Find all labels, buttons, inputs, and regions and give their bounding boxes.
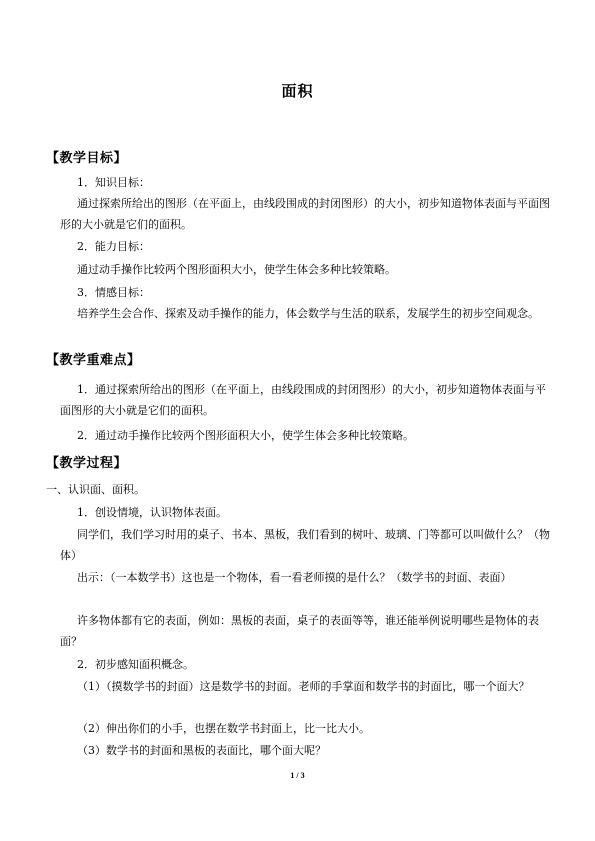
process-paragraph-2: 出示：（一本数学书）这也是一个物体，看一看老师摸的是什么？（数学书的封面、表面）: [77, 571, 512, 584]
section-heading-key-points: 【教学重难点】: [46, 353, 141, 368]
goal-3-heading: 3．情感目标：: [77, 286, 150, 299]
process-paragraph-3: 许多物体都有它的表面，例如：黑板的表面，桌子的表面等等，谁还能举例说明哪些是物体的表面？: [60, 614, 539, 648]
goal-2-body: 通过动手操作比较两个图形面积大小，使学生体会多种比较策略。: [77, 263, 396, 276]
process-step-2: 2．初步感知面积概念。: [77, 658, 194, 671]
process-sub-1: （1）（摸数学书的封面）这是数学书的封面。老师的手掌面和数学书的封面比，哪一个面大？: [77, 680, 530, 693]
process-part-1: 一、认识面、面积。: [46, 483, 145, 496]
page-title: 面积: [281, 82, 314, 100]
section-heading-goals: 【教学目标】: [46, 151, 128, 166]
process-sub-3: （3）数学书的封面和黑板的表面比，哪个面大呢？: [77, 744, 326, 757]
page-number: 1 / 3: [290, 771, 305, 780]
section-heading-process: 【教学过程】: [46, 456, 128, 471]
key-point-1: 1．通过探索所给出的图形（在平面上，由线段围成的封闭图形）的大小，初步知道物体表面与平面图形的大小就是它们的面积。: [60, 383, 546, 417]
goal-1-heading: 1．知识目标：: [77, 176, 150, 189]
goal-3-body: 培养学生会合作、探索及动手操作的能力，体会数学与生活的联系，发展学生的初步空间观念。: [77, 307, 539, 320]
goal-2-heading: 2．能力目标：: [77, 240, 150, 253]
goal-1-body: 通过探索所给出的图形（在平面上，由线段围成的封闭图形）的大小，初步知道物体表面与平面图形的大小就是它们的面积。: [60, 197, 550, 231]
process-step-1: 1．创设情境，认识物体表面。: [77, 506, 227, 519]
key-point-2: 2．通过动手操作比较两个图形面积大小，使学生体会多种比较策略。: [77, 429, 414, 442]
process-sub-2: （2）伸出你们的小手，也摆在数学书封面上，比一比大小。: [77, 722, 370, 735]
process-paragraph-1: 同学们，我们学习时用的桌子、书本、黑板，我们看到的树叶、玻璃、门等都可以叫做什么？（物体）: [60, 528, 550, 562]
